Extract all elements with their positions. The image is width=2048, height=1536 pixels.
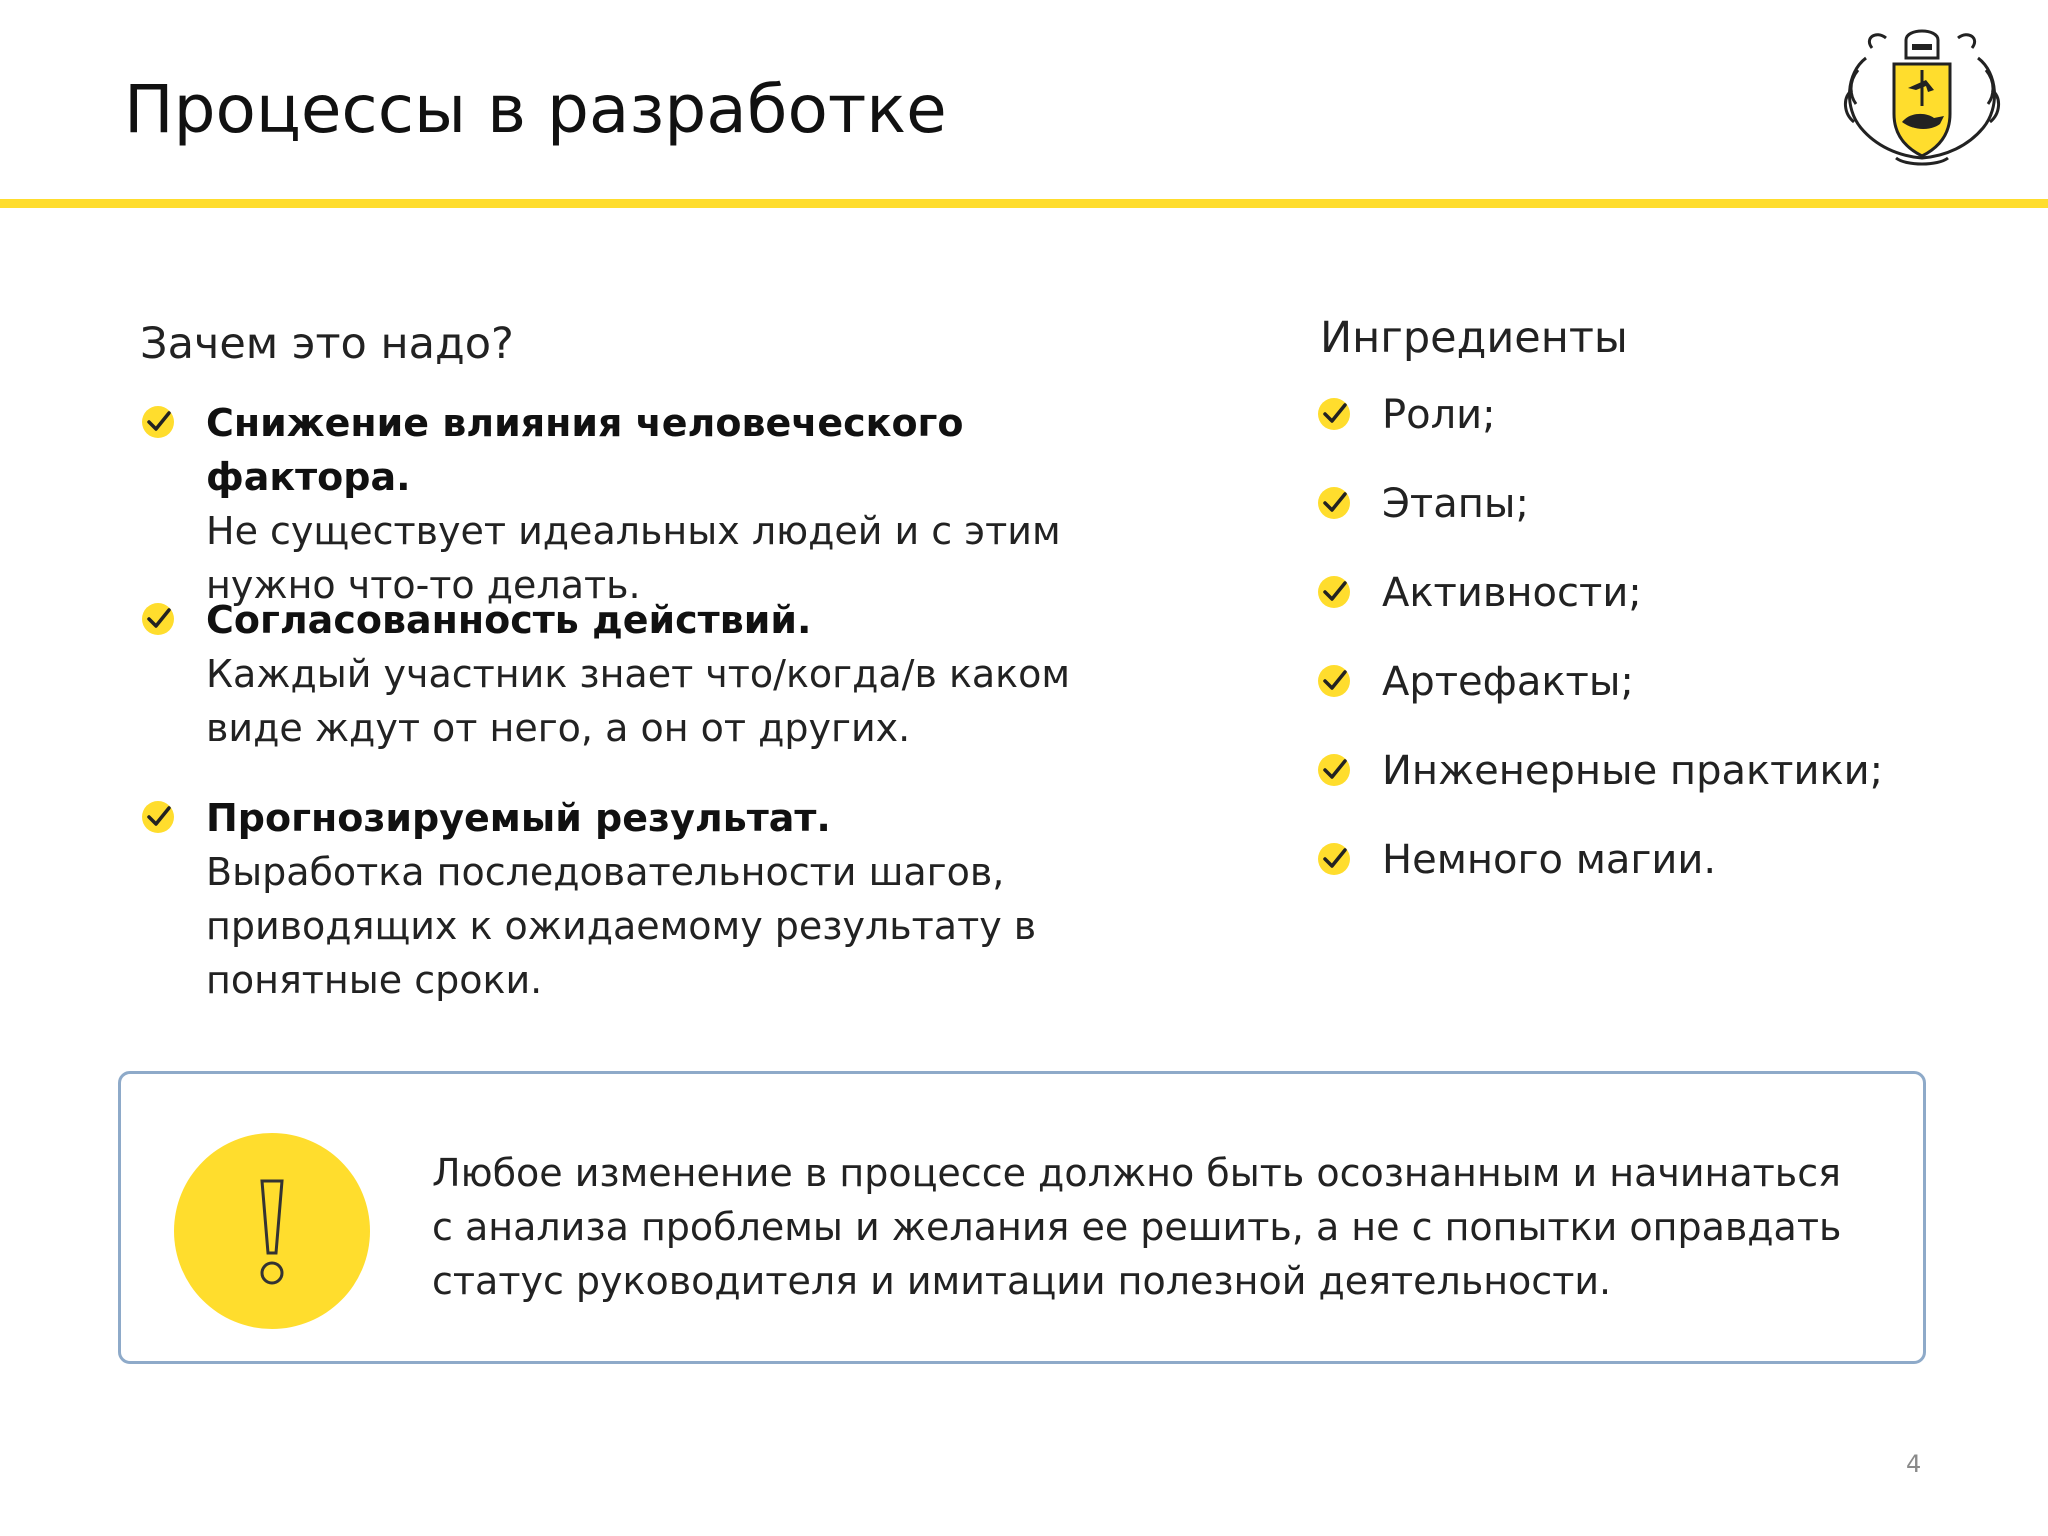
check-circle-icon <box>1316 841 1352 877</box>
reason-item <box>206 396 1106 612</box>
ingredient-item: Активности; <box>1382 570 1642 616</box>
check-circle-icon <box>140 799 176 835</box>
check-circle-icon <box>1316 396 1352 432</box>
reason-title: Снижение влияния человеческого фактора. <box>206 401 964 499</box>
check-circle-icon <box>1316 574 1352 610</box>
page-number: 4 <box>1906 1450 1922 1478</box>
ingredient-item: Немного магии. <box>1382 837 1717 883</box>
ingredient-item: Артефакты; <box>1382 659 1634 705</box>
reason-text: Каждый участник знает что/когда/в каком виде ждут от него, а он от других. <box>206 652 1071 750</box>
callout-text: Любое изменение в процессе должно быть осознанным и начинаться с анализа проблемы и желания ее решить, а не с попытки оправдать статус руководителя и имитации полезной деятельности. <box>432 1151 1842 1303</box>
check-circle-icon <box>140 601 176 637</box>
crest-logo-icon <box>1836 18 2008 170</box>
why-heading: Зачем это надо? <box>140 319 514 369</box>
ingredient-item: Этапы; <box>1382 481 1529 527</box>
reason-title: Согласованность действий. <box>206 598 812 642</box>
check-circle-icon <box>1316 485 1352 521</box>
ingredients-heading: Ингредиенты <box>1320 313 1628 363</box>
check-circle-icon <box>1316 752 1352 788</box>
ingredient-item: Инженерные практики; <box>1382 748 1884 794</box>
ingredient-item: Роли; <box>1382 392 1496 438</box>
reason-text: Выработка последовательности шагов, приводящих к ожидаемому результату в понятные сроки. <box>206 850 1037 1002</box>
reason-text: Не существует идеальных людей и с этим нужно что-то делать. <box>206 509 1061 607</box>
exclamation-icon <box>174 1133 370 1329</box>
reason-item <box>206 791 1106 1007</box>
accent-divider <box>0 199 2048 208</box>
page-title: Процессы в разработке <box>124 71 947 148</box>
check-circle-icon <box>140 404 176 440</box>
reason-item <box>206 593 1106 755</box>
check-circle-icon <box>1316 663 1352 699</box>
reason-title: Прогнозируемый результат. <box>206 796 831 840</box>
